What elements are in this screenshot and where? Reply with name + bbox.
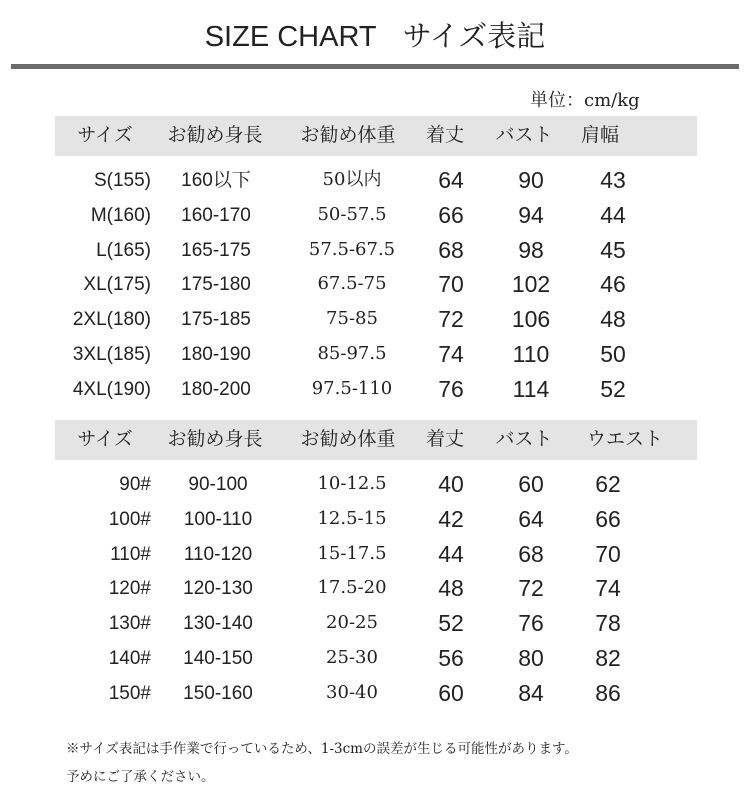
table-cell: 72 bbox=[518, 575, 544, 602]
title-english: SIZE CHART bbox=[204, 21, 377, 53]
note-line-2: 予めにご了承ください。 bbox=[66, 769, 215, 785]
table-cell: 85-97.5 bbox=[317, 343, 387, 364]
table-cell: 45 bbox=[600, 236, 626, 263]
title-japanese: サイズ表記 bbox=[402, 19, 546, 53]
table-cell: 94 bbox=[518, 201, 544, 228]
table-cell: 86 bbox=[595, 679, 621, 706]
adult-table-header-1: お勧め身長 bbox=[167, 124, 263, 146]
table-cell: 56 bbox=[438, 645, 464, 671]
table-cell: L(165) bbox=[96, 239, 151, 261]
kids-table-header-3: 着丈 bbox=[425, 428, 465, 450]
table-cell: 150# bbox=[108, 682, 151, 704]
table-cell: 67.5-75 bbox=[317, 273, 387, 295]
table-cell: 50 bbox=[600, 341, 626, 367]
kids-table-header-4: バスト bbox=[495, 428, 553, 450]
table-cell: 60 bbox=[438, 679, 464, 706]
kids-table-header-0: サイズ bbox=[77, 428, 133, 450]
table-cell: 64 bbox=[518, 505, 544, 532]
table-cell: 90 bbox=[518, 167, 544, 193]
table-cell: 62 bbox=[595, 471, 621, 497]
table-cell: 48 bbox=[600, 306, 626, 333]
table-cell: 20-25 bbox=[326, 612, 378, 634]
table-cell: 17.5-20 bbox=[317, 577, 387, 599]
table-cell: 76 bbox=[438, 375, 464, 402]
table-cell: 150-160 bbox=[183, 682, 253, 704]
adult-table-header-2: お勧め体重 bbox=[300, 124, 396, 146]
table-cell: 15-17.5 bbox=[317, 542, 387, 564]
table-cell: 80 bbox=[518, 645, 544, 671]
table-cell: 48 bbox=[438, 575, 464, 602]
table-cell: 130# bbox=[108, 613, 151, 635]
table-cell: 110 bbox=[512, 341, 550, 367]
table-cell: 78 bbox=[595, 610, 621, 637]
unit-label: 単位：cm/kg bbox=[530, 90, 640, 111]
table-cell: 74 bbox=[438, 341, 464, 367]
table-cell: 140-150 bbox=[183, 648, 253, 669]
table-cell: 44 bbox=[600, 201, 626, 228]
table-cell: 50以内 bbox=[322, 169, 382, 190]
table-cell: 72 bbox=[438, 306, 464, 333]
table-cell: 120# bbox=[108, 578, 151, 600]
table-cell: 165-175 bbox=[181, 239, 251, 261]
table-cell: 98 bbox=[518, 236, 544, 263]
table-cell: 25-30 bbox=[326, 647, 378, 668]
table-cell: 3XL(185) bbox=[72, 344, 151, 365]
table-cell: 74 bbox=[595, 575, 621, 602]
table-cell: 44 bbox=[438, 540, 464, 567]
note-line-1: ※サイズ表記は手作業で行っているため、1-3cmの誤差が生じる可能性があります。 bbox=[66, 741, 578, 757]
table-cell: XL(175) bbox=[83, 274, 151, 296]
table-cell: 120-130 bbox=[183, 578, 253, 600]
kids-table-header-2: お勧め体重 bbox=[300, 428, 396, 450]
table-cell: 175-185 bbox=[181, 309, 251, 331]
table-cell: 10-12.5 bbox=[317, 473, 387, 494]
table-cell: S(155) bbox=[93, 170, 151, 191]
table-cell: 100# bbox=[108, 508, 151, 530]
table-cell: 114 bbox=[512, 375, 550, 402]
table-cell: 66 bbox=[595, 505, 621, 532]
table-cell: 175-180 bbox=[181, 274, 251, 296]
table-cell: M(160) bbox=[90, 204, 151, 226]
table-cell: 70 bbox=[438, 271, 464, 298]
adult-table-header-4: バスト bbox=[495, 124, 553, 146]
table-cell: 102 bbox=[511, 271, 551, 298]
table-cell: 180-200 bbox=[181, 378, 251, 400]
kids-table-header-1: お勧め身長 bbox=[167, 428, 263, 450]
table-cell: 52 bbox=[438, 610, 464, 637]
title-divider bbox=[11, 64, 739, 69]
adult-table-header-0: サイズ bbox=[77, 124, 133, 146]
table-cell: 110# bbox=[110, 543, 151, 565]
table-cell: 160以下 bbox=[181, 170, 251, 191]
table-cell: 60 bbox=[518, 471, 544, 497]
table-cell: 43 bbox=[600, 167, 626, 193]
table-cell: 70 bbox=[595, 540, 621, 567]
table-cell: 42 bbox=[438, 505, 464, 532]
table-cell: 2XL(180) bbox=[72, 309, 151, 331]
table-cell: 30-40 bbox=[326, 681, 378, 703]
table-cell: 52 bbox=[600, 375, 626, 402]
table-cell: 110-120 bbox=[183, 543, 253, 565]
table-cell: 82 bbox=[595, 645, 621, 671]
table-cell: 100-110 bbox=[183, 508, 253, 530]
table-cell: 46 bbox=[600, 271, 626, 298]
table-cell: 57.5-67.5 bbox=[308, 238, 396, 260]
table-cell: 160-170 bbox=[181, 204, 251, 226]
table-cell: 68 bbox=[518, 540, 544, 567]
adult-table-header-3: 着丈 bbox=[425, 124, 465, 146]
table-cell: 76 bbox=[518, 610, 544, 637]
table-cell: 97.5-110 bbox=[311, 377, 393, 399]
table-cell: 12.5-15 bbox=[317, 507, 387, 529]
table-cell: 140# bbox=[108, 648, 151, 669]
table-cell: 180-190 bbox=[181, 344, 251, 365]
table-cell: 68 bbox=[438, 236, 464, 263]
table-cell: 40 bbox=[438, 471, 464, 497]
table-cell: 106 bbox=[511, 306, 551, 333]
table-cell: 75-85 bbox=[326, 308, 378, 330]
table-cell: 90-100 bbox=[188, 474, 248, 495]
page-title bbox=[0, 14, 750, 55]
kids-table-header-5: ウエスト bbox=[586, 428, 664, 450]
table-cell: 66 bbox=[438, 201, 464, 228]
table-cell: 50-57.5 bbox=[317, 203, 387, 225]
table-cell: 84 bbox=[518, 679, 544, 706]
table-cell: 64 bbox=[438, 167, 464, 193]
table-cell: 90# bbox=[119, 474, 151, 495]
table-cell: 130-140 bbox=[183, 613, 253, 635]
table-cell: 4XL(190) bbox=[72, 378, 151, 400]
adult-table-header-5: 肩幅 bbox=[580, 124, 620, 146]
